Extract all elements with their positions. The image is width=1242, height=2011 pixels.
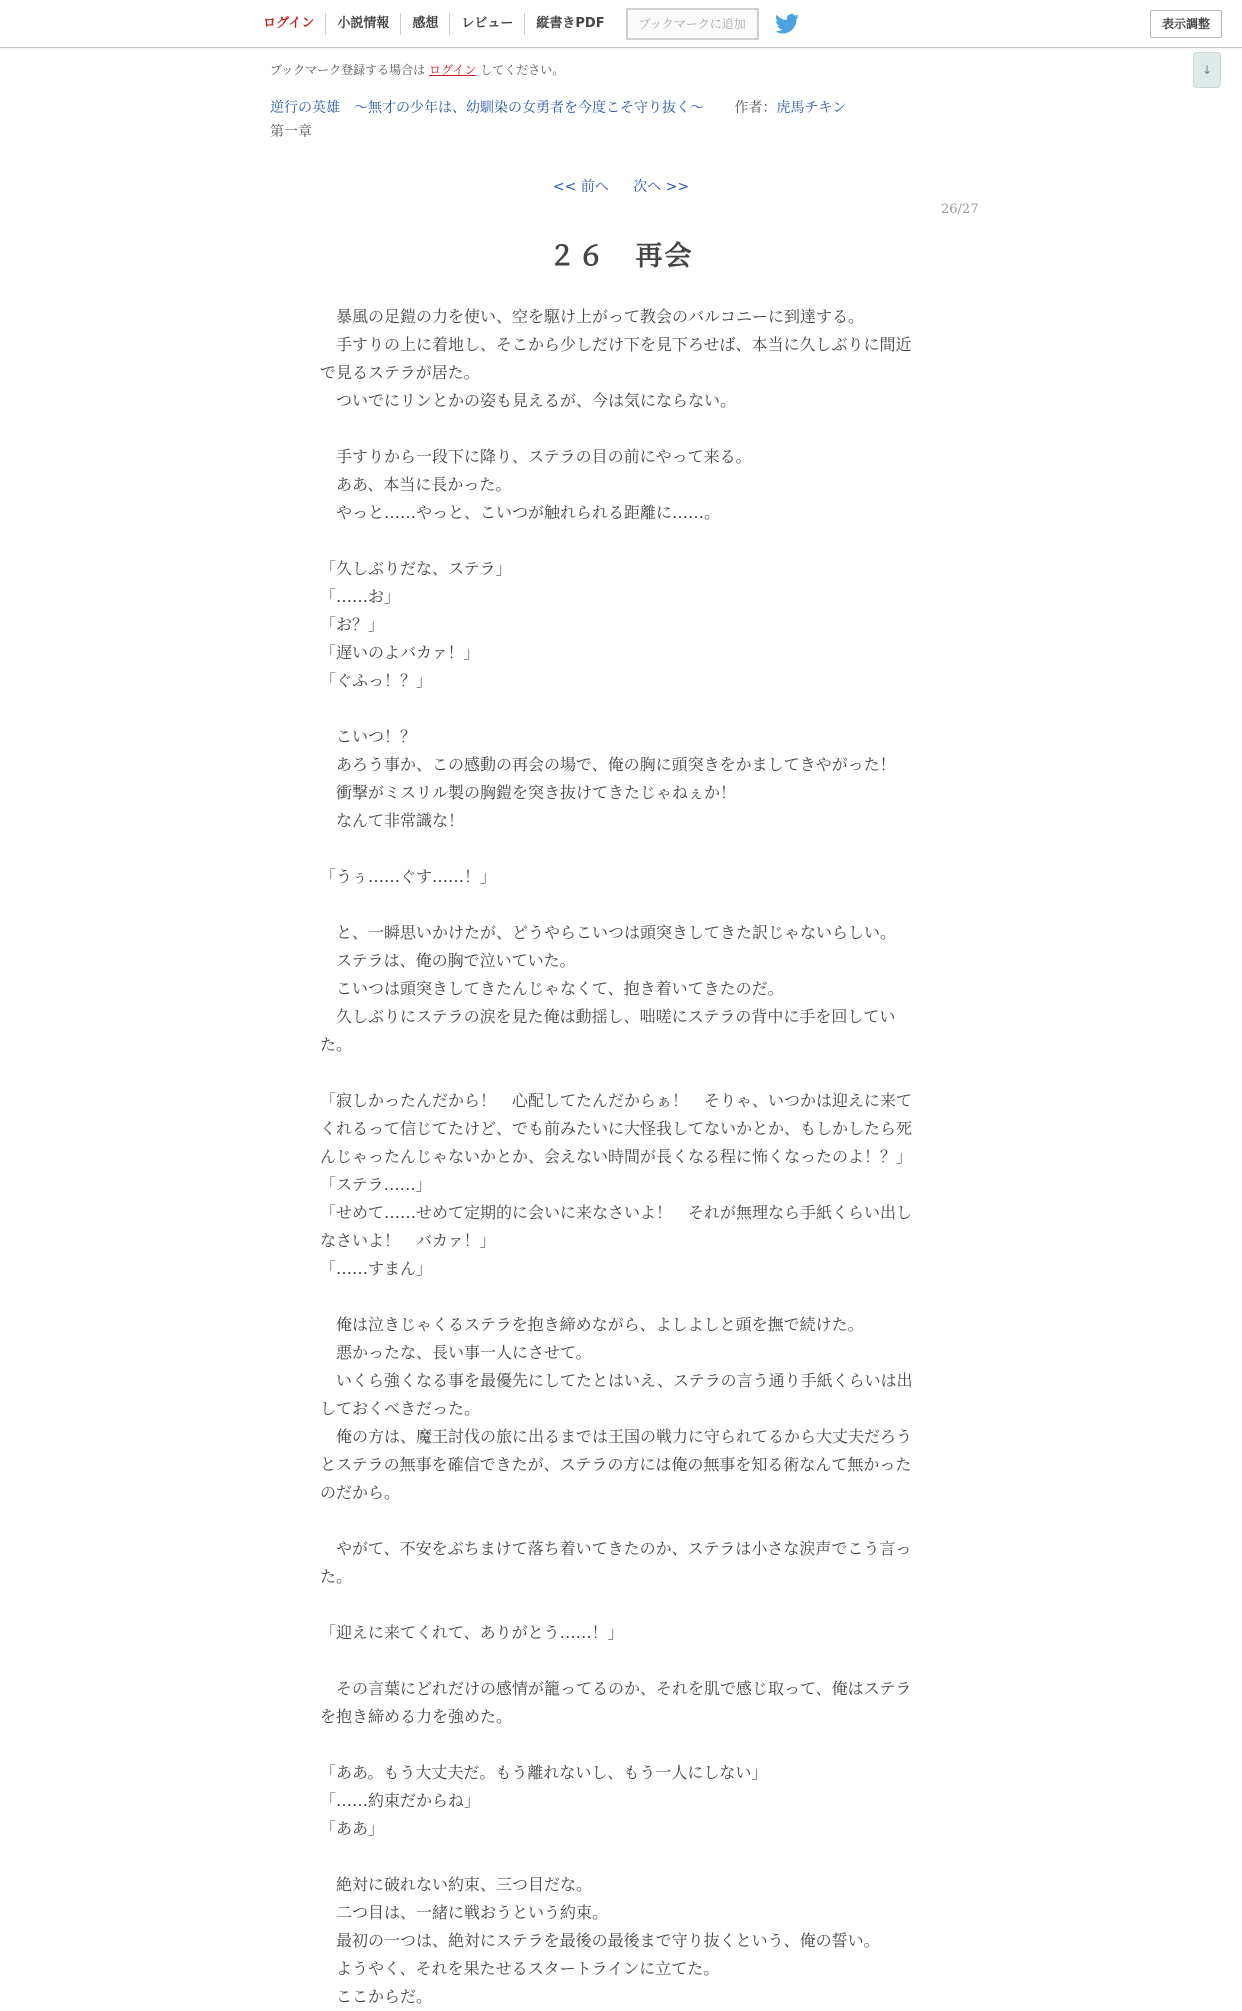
body-line: 手すりの上に着地し、そこから少しだけ下を見下ろせば、本当に久しぶりに間近: [320, 335, 912, 354]
body-line: ついでにリンとかの姿も見えるが、今は気にならない。: [320, 391, 737, 410]
nav-novel-info-link[interactable]: 小説情報: [326, 13, 401, 35]
next-episode-link[interactable]: 次へ >>: [633, 179, 690, 195]
body-line: と、一瞬思いかけたが、どうやらこいつは頭突きしてきた訳じゃないらしい。: [320, 923, 897, 942]
twitter-bird-icon: [775, 14, 799, 34]
notice-text-after: してください。: [480, 63, 565, 77]
nav-login-link[interactable]: ログイン: [251, 13, 326, 35]
author-label: 作者：: [734, 100, 777, 116]
body-line: あろう事か、この感動の再会の場で、俺の胸に頭突きをかましてきやがった！: [320, 755, 896, 774]
body-line: [320, 1591, 920, 1619]
novel-body-text: [320, 303, 920, 2011]
body-line: やがて、不安をぶちまけて落ち着いてきたのか、ステラは小さな涙声でこう言っ: [320, 1539, 912, 1558]
body-line: ああ、本当に長かった。: [320, 475, 512, 494]
body-line: [320, 1283, 920, 1311]
body-line: 二つ目は、一緒に戦おうという約束。: [320, 1903, 609, 1922]
nav-review-link[interactable]: レビュー: [450, 13, 525, 35]
episode-pager: [0, 176, 1242, 196]
body-line: なんて非常識な！: [320, 811, 465, 830]
body-line: 絶対に破れない約束、三つ目だな。: [320, 1875, 593, 1894]
body-line: [320, 835, 920, 863]
body-line: 「せめて……せめて定期的に会いに来なさいよ！ それが無理なら手紙くらい出し: [320, 1203, 913, 1222]
body-line: 「ステラ……」: [320, 1175, 432, 1194]
body-line: 俺は泣きじゃくるステラを抱き締めながら、よしよしと頭を撫で続けた。: [320, 1315, 864, 1334]
body-line: くれるって信じてたけど、でも前みたいに大怪我してないかとか、もしかしたら死: [320, 1119, 913, 1138]
body-line: いくら強くなる事を最優先にしてたとはいえ、ステラの言う通り手紙くらいは出: [320, 1371, 913, 1390]
body-line: のだから。: [320, 1483, 401, 1502]
body-line: [320, 891, 920, 919]
body-line: た。: [320, 1035, 353, 1054]
body-line: 「……お」: [320, 587, 401, 606]
notice-text-before: ブックマーク登録する場合は: [270, 63, 426, 77]
body-line: 暴風の足鎧の力を使い、空を駆け上がって教会のバルコニーに到達する。: [320, 307, 865, 326]
prev-episode-link[interactable]: << 前へ: [552, 179, 609, 195]
notice-login-link[interactable]: ログイン: [429, 63, 477, 77]
body-line: 「ぐふっ！？」: [320, 671, 433, 690]
body-line: [320, 1647, 920, 1675]
body-line: [320, 1843, 920, 1871]
add-bookmark-button[interactable]: ブックマークに追加: [626, 8, 759, 40]
body-line: [320, 1731, 920, 1759]
body-line: 「うぅ……ぐす……！」: [320, 867, 497, 886]
top-navigation-bar: [0, 0, 1242, 48]
body-line: なさいよ！ バカァ！」: [320, 1231, 496, 1250]
nav-menu: [251, 0, 801, 47]
series-info: [270, 97, 846, 117]
body-line: 久しぶりにステラの涙を見た俺は動揺し、咄嗟にステラの背中に手を回してい: [320, 1007, 896, 1026]
body-line: を抱き締める力を強めた。: [320, 1707, 513, 1726]
body-line: 「寂しかったんだから！ 心配してたんだからぁ！ そりゃ、いつかは迎えに来て: [320, 1091, 913, 1110]
body-line: 俺の方は、魔王討伐の旅に出るまでは王国の戦力に守られてるから大丈夫だろう: [320, 1427, 913, 1446]
body-line: 「ああ。もう大丈夫だ。もう離れないし、もう一人にしない」: [320, 1763, 768, 1782]
body-line: 「迎えに来てくれて、ありがとう……！」: [320, 1623, 624, 1642]
body-line: [320, 1507, 920, 1535]
arrow-down-icon: ↓: [1201, 63, 1213, 77]
body-line: [320, 695, 920, 723]
body-line: 「遅いのよバカァ！」: [320, 643, 480, 662]
body-line: 手すりから一段下に降り、ステラの目の前にやって来る。: [320, 447, 752, 466]
body-line: その言葉にどれだけの感情が籠ってるのか、それを肌で感じ取って、俺はステラ: [320, 1679, 912, 1698]
body-line: 最初の一つは、絶対にステラを最後の最後まで守り抜くという、俺の誓い。: [320, 1931, 880, 1950]
bookmark-login-notice: [270, 61, 564, 78]
body-line: ここからだ。: [320, 1987, 433, 2006]
episode-number: 26/27: [941, 202, 979, 217]
body-line: で見るステラが居た。: [320, 363, 480, 382]
body-line: ようやく、それを果たせるスタートラインに立てた。: [320, 1959, 720, 1978]
body-line: んじゃったんじゃないかとか、会えない時間が長くなる程に怖くなったのよ！？」: [320, 1147, 913, 1166]
body-line: [320, 1059, 920, 1087]
author-name-link[interactable]: 虎馬チキン: [776, 100, 847, 116]
body-line: 悪かったな、長い事一人にさせて。: [320, 1343, 592, 1362]
body-line: ステラは、俺の胸で泣いていた。: [320, 951, 576, 970]
body-line: 「……約束だからね」: [320, 1791, 481, 1810]
body-line: しておくべきだった。: [320, 1399, 481, 1418]
body-line: 衝撃がミスリル製の胸鎧を突き抜けてきたじゃねぇか！: [320, 783, 737, 802]
body-line: 「……すまん」: [320, 1259, 433, 1278]
display-settings-button[interactable]: 表示調整: [1150, 10, 1222, 38]
body-line: [320, 527, 920, 555]
body-line: [320, 415, 920, 443]
body-line: 「お？」: [320, 615, 385, 634]
body-line: とステラの無事を確信できたが、ステラの方には俺の無事を知る術なんて無かった: [320, 1455, 912, 1474]
novel-title-link[interactable]: 逆行の英雄 ～無才の少年は、幼馴染の女勇者を今度こそ守り抜く～: [270, 100, 704, 116]
scroll-down-button[interactable]: [1193, 52, 1221, 88]
chapter-label: 第一章: [270, 124, 312, 140]
body-line: こいつ！？: [320, 727, 417, 746]
twitter-share-button[interactable]: [775, 13, 801, 35]
nav-vertical-pdf-link[interactable]: 縦書きPDF: [536, 15, 605, 31]
episode-title: ２６ 再会: [548, 241, 694, 272]
body-line: 「ああ」: [320, 1819, 385, 1838]
body-line: やっと……やっと、こいつが触れられる距離に……。: [320, 503, 721, 522]
nav-impressions-link[interactable]: 感想: [401, 13, 450, 35]
body-line: 「久しぶりだな、ステラ」: [320, 559, 512, 578]
body-line: た。: [320, 1567, 353, 1586]
body-line: こいつは頭突きしてきたんじゃなくて、抱き着いてきたのだ。: [320, 979, 784, 998]
